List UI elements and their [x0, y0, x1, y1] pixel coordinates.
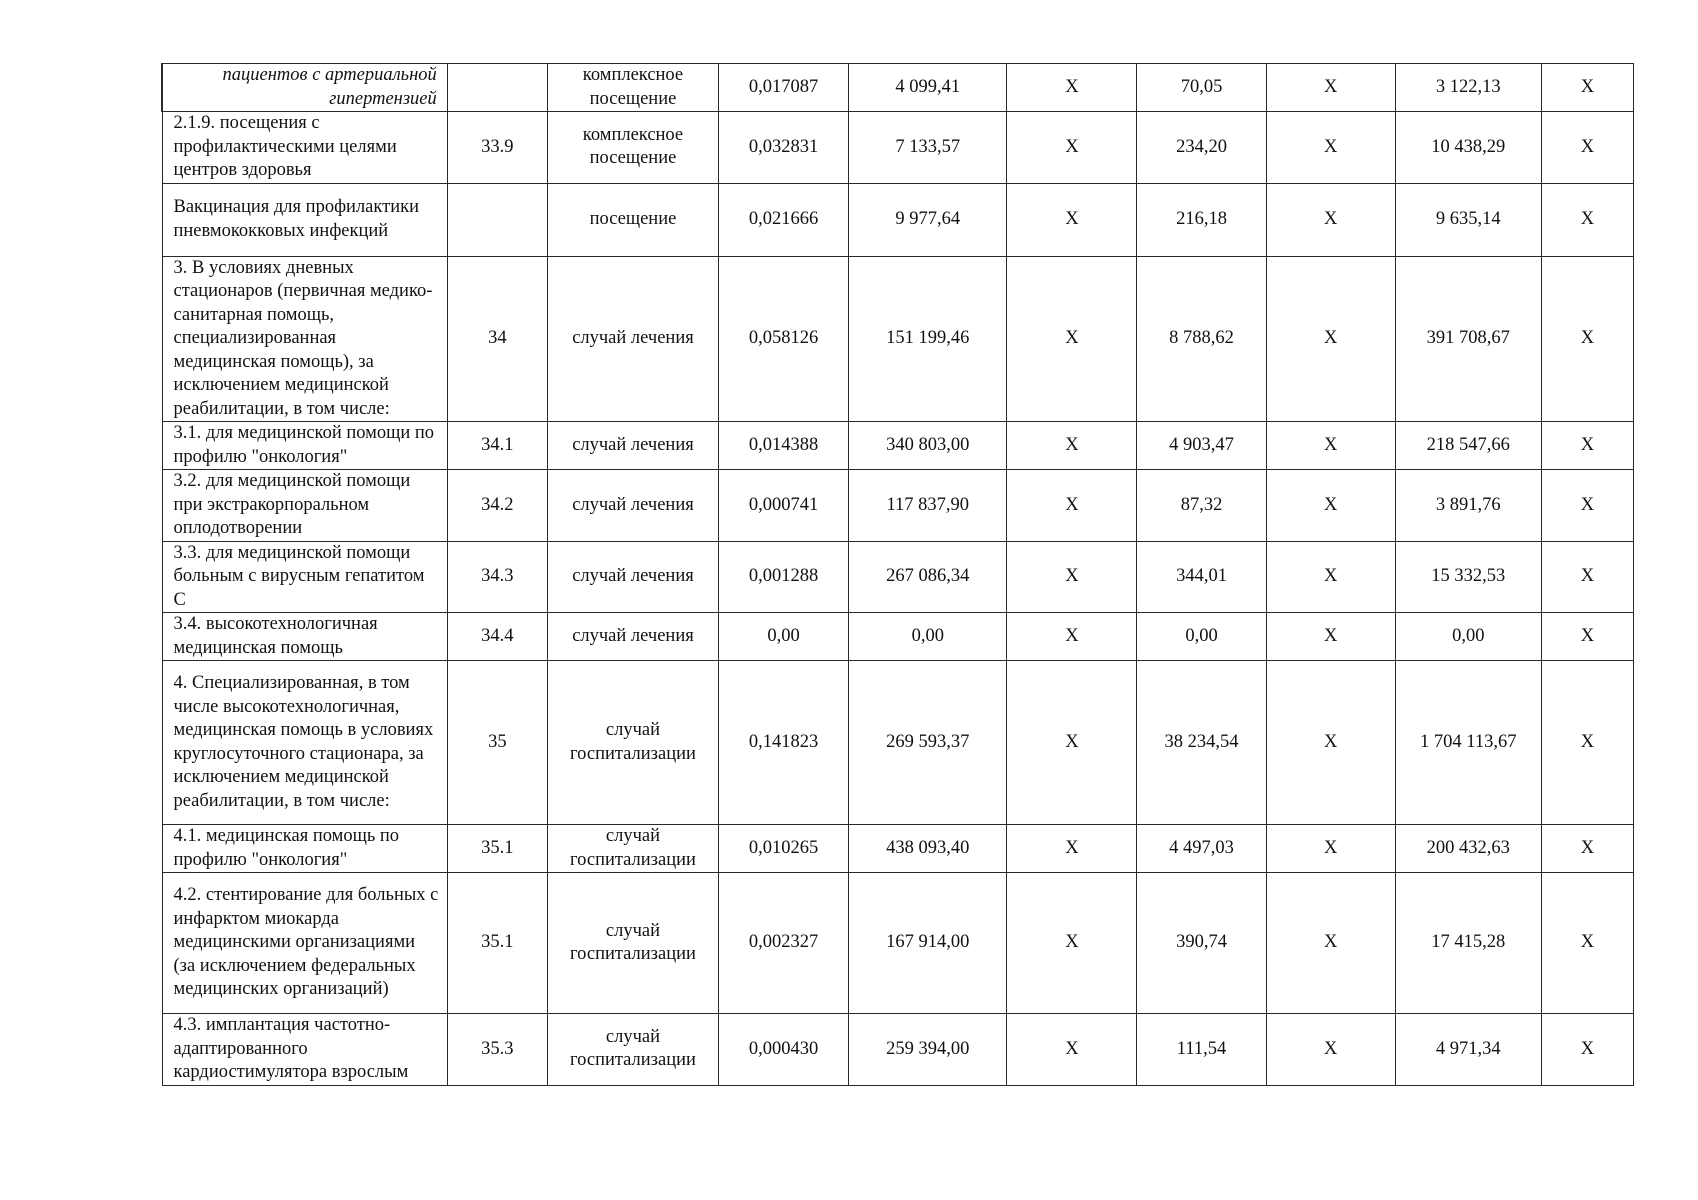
row-x-cell: X [1007, 825, 1137, 873]
table-row [162, 112, 1634, 184]
row-x-cell: X [1266, 64, 1395, 112]
row-x-cell: X [1541, 256, 1633, 422]
row-total-cell: 10 438,29 [1395, 112, 1541, 184]
row-per-capita-cell: 87,32 [1137, 470, 1266, 542]
row-code-cell: 34 [447, 256, 547, 422]
row-norm-cell: 0,010265 [719, 825, 849, 873]
row-per-capita-cell: 8 788,62 [1137, 256, 1266, 422]
table-row [162, 64, 1634, 112]
row-code-cell [447, 64, 547, 112]
table-row [162, 541, 1634, 613]
row-x-cell: X [1007, 112, 1137, 184]
row-x-cell: X [1541, 64, 1633, 112]
row-x-cell: X [1266, 873, 1395, 1014]
row-x-cell: X [1007, 1014, 1137, 1086]
row-per-capita-cell: 0,00 [1137, 613, 1266, 661]
row-per-capita-cell: 216,18 [1137, 183, 1266, 256]
table-row [162, 470, 1634, 542]
row-cost-cell: 151 199,46 [849, 256, 1007, 422]
row-code-cell [447, 183, 547, 256]
row-per-capita-cell: 344,01 [1137, 541, 1266, 613]
row-cost-cell: 167 914,00 [849, 873, 1007, 1014]
table-body [162, 64, 1634, 1086]
row-unit-cell: комплексное посещение [547, 64, 718, 112]
row-norm-cell: 0,000741 [719, 470, 849, 542]
row-code-cell: 34.2 [447, 470, 547, 542]
row-name-cell: 4.2. стентирование для больных с инфарктом миокарда медицинскими организациями (за исключением федеральных медицинских организаций) [162, 873, 447, 1014]
row-cost-cell: 340 803,00 [849, 422, 1007, 470]
row-unit-cell: случай госпитализации [547, 1014, 718, 1086]
volumes-table [161, 63, 1634, 1086]
row-code-cell: 35 [447, 661, 547, 825]
row-name-cell: 3.2. для медицинской помощи при экстракорпоральном оплодотворении [162, 470, 447, 542]
row-x-cell: X [1266, 470, 1395, 542]
row-x-cell: X [1541, 825, 1633, 873]
row-name-cell: 3.4. высокотехнологичная медицинская помощь [162, 613, 447, 661]
row-total-cell: 3 122,13 [1395, 64, 1541, 112]
row-code-cell: 35.3 [447, 1014, 547, 1086]
row-norm-cell: 0,021666 [719, 183, 849, 256]
row-x-cell: X [1007, 256, 1137, 422]
row-code-cell: 35.1 [447, 825, 547, 873]
row-unit-cell: случай лечения [547, 541, 718, 613]
row-total-cell: 0,00 [1395, 613, 1541, 661]
row-cost-cell: 267 086,34 [849, 541, 1007, 613]
row-x-cell: X [1541, 541, 1633, 613]
row-x-cell: X [1541, 422, 1633, 470]
row-unit-cell: случай госпитализации [547, 661, 718, 825]
row-x-cell: X [1541, 661, 1633, 825]
row-norm-cell: 0,017087 [719, 64, 849, 112]
row-norm-cell: 0,032831 [719, 112, 849, 184]
row-x-cell: X [1007, 873, 1137, 1014]
row-code-cell: 34.1 [447, 422, 547, 470]
row-x-cell: X [1266, 825, 1395, 873]
row-x-cell: X [1266, 613, 1395, 661]
row-x-cell: X [1266, 112, 1395, 184]
row-norm-cell: 0,00 [719, 613, 849, 661]
row-x-cell: X [1007, 541, 1137, 613]
row-total-cell: 9 635,14 [1395, 183, 1541, 256]
row-cost-cell: 259 394,00 [849, 1014, 1007, 1086]
row-name-cell: пациентов с артериальной гипертензией [162, 64, 447, 112]
row-per-capita-cell: 4 903,47 [1137, 422, 1266, 470]
row-total-cell: 4 971,34 [1395, 1014, 1541, 1086]
row-name-cell: Вакцинация для профилактики пневмококковых инфекций [162, 183, 447, 256]
row-name-cell: 2.1.9. посещения с профилактическими целями центров здоровья [162, 112, 447, 184]
row-total-cell: 391 708,67 [1395, 256, 1541, 422]
row-total-cell: 218 547,66 [1395, 422, 1541, 470]
row-unit-cell: комплексное посещение [547, 112, 718, 184]
row-cost-cell: 0,00 [849, 613, 1007, 661]
row-x-cell: X [1007, 661, 1137, 825]
row-total-cell: 17 415,28 [1395, 873, 1541, 1014]
row-norm-cell: 0,001288 [719, 541, 849, 613]
row-total-cell: 1 704 113,67 [1395, 661, 1541, 825]
row-cost-cell: 4 099,41 [849, 64, 1007, 112]
row-cost-cell: 117 837,90 [849, 470, 1007, 542]
row-name-cell: 4. Специализированная, в том числе высокотехнологичная, медицинская помощь в условиях круглосуточного стационара, за исключением медицинской реабилитации, в том числе: [162, 661, 447, 825]
row-code-cell: 34.3 [447, 541, 547, 613]
row-norm-cell: 0,058126 [719, 256, 849, 422]
row-x-cell: X [1266, 183, 1395, 256]
row-unit-cell: случай лечения [547, 470, 718, 542]
row-total-cell: 3 891,76 [1395, 470, 1541, 542]
row-norm-cell: 0,002327 [719, 873, 849, 1014]
row-x-cell: X [1541, 613, 1633, 661]
row-x-cell: X [1007, 64, 1137, 112]
row-unit-cell: случай госпитализации [547, 873, 718, 1014]
row-name-cell: 4.1. медицинская помощь по профилю "онкология" [162, 825, 447, 873]
row-x-cell: X [1007, 422, 1137, 470]
row-unit-cell: посещение [547, 183, 718, 256]
row-x-cell: X [1007, 183, 1137, 256]
row-name-cell: 3. В условиях дневных стационаров (первичная медико-санитарная помощь, специализированная медицинская помощь), за исключением медицинской реабилитации, в том числе: [162, 256, 447, 422]
row-x-cell: X [1266, 422, 1395, 470]
row-cost-cell: 9 977,64 [849, 183, 1007, 256]
table-row [162, 613, 1634, 661]
row-per-capita-cell: 390,74 [1137, 873, 1266, 1014]
row-x-cell: X [1541, 112, 1633, 184]
row-x-cell: X [1541, 873, 1633, 1014]
row-norm-cell: 0,000430 [719, 1014, 849, 1086]
row-per-capita-cell: 234,20 [1137, 112, 1266, 184]
row-unit-cell: случай лечения [547, 613, 718, 661]
row-x-cell: X [1266, 1014, 1395, 1086]
row-cost-cell: 438 093,40 [849, 825, 1007, 873]
table-row [162, 873, 1634, 1014]
row-unit-cell: случай лечения [547, 422, 718, 470]
row-name-cell: 3.1. для медицинской помощи по профилю "онкология" [162, 422, 447, 470]
row-x-cell: X [1266, 541, 1395, 613]
row-x-cell: X [1541, 470, 1633, 542]
row-x-cell: X [1541, 183, 1633, 256]
row-x-cell: X [1266, 661, 1395, 825]
row-cost-cell: 269 593,37 [849, 661, 1007, 825]
table-row [162, 422, 1634, 470]
table-row [162, 256, 1634, 422]
row-per-capita-cell: 70,05 [1137, 64, 1266, 112]
row-per-capita-cell: 111,54 [1137, 1014, 1266, 1086]
row-total-cell: 200 432,63 [1395, 825, 1541, 873]
row-unit-cell: случай лечения [547, 256, 718, 422]
row-x-cell: X [1266, 256, 1395, 422]
row-code-cell: 35.1 [447, 873, 547, 1014]
row-x-cell: X [1007, 613, 1137, 661]
table-row [162, 1014, 1634, 1086]
table-row [162, 183, 1634, 256]
row-per-capita-cell: 4 497,03 [1137, 825, 1266, 873]
table-row [162, 661, 1634, 825]
row-code-cell: 33.9 [447, 112, 547, 184]
row-code-cell: 34.4 [447, 613, 547, 661]
row-x-cell: X [1007, 470, 1137, 542]
table-row [162, 825, 1634, 873]
row-name-cell: 4.3. имплантация частотно-адаптированного кардиостимулятора взрослым [162, 1014, 447, 1086]
row-name-cell: 3.3. для медицинской помощи больным с вирусным гепатитом С [162, 541, 447, 613]
row-total-cell: 15 332,53 [1395, 541, 1541, 613]
row-norm-cell: 0,014388 [719, 422, 849, 470]
row-unit-cell: случай госпитализации [547, 825, 718, 873]
row-per-capita-cell: 38 234,54 [1137, 661, 1266, 825]
row-norm-cell: 0,141823 [719, 661, 849, 825]
row-cost-cell: 7 133,57 [849, 112, 1007, 184]
row-x-cell: X [1541, 1014, 1633, 1086]
